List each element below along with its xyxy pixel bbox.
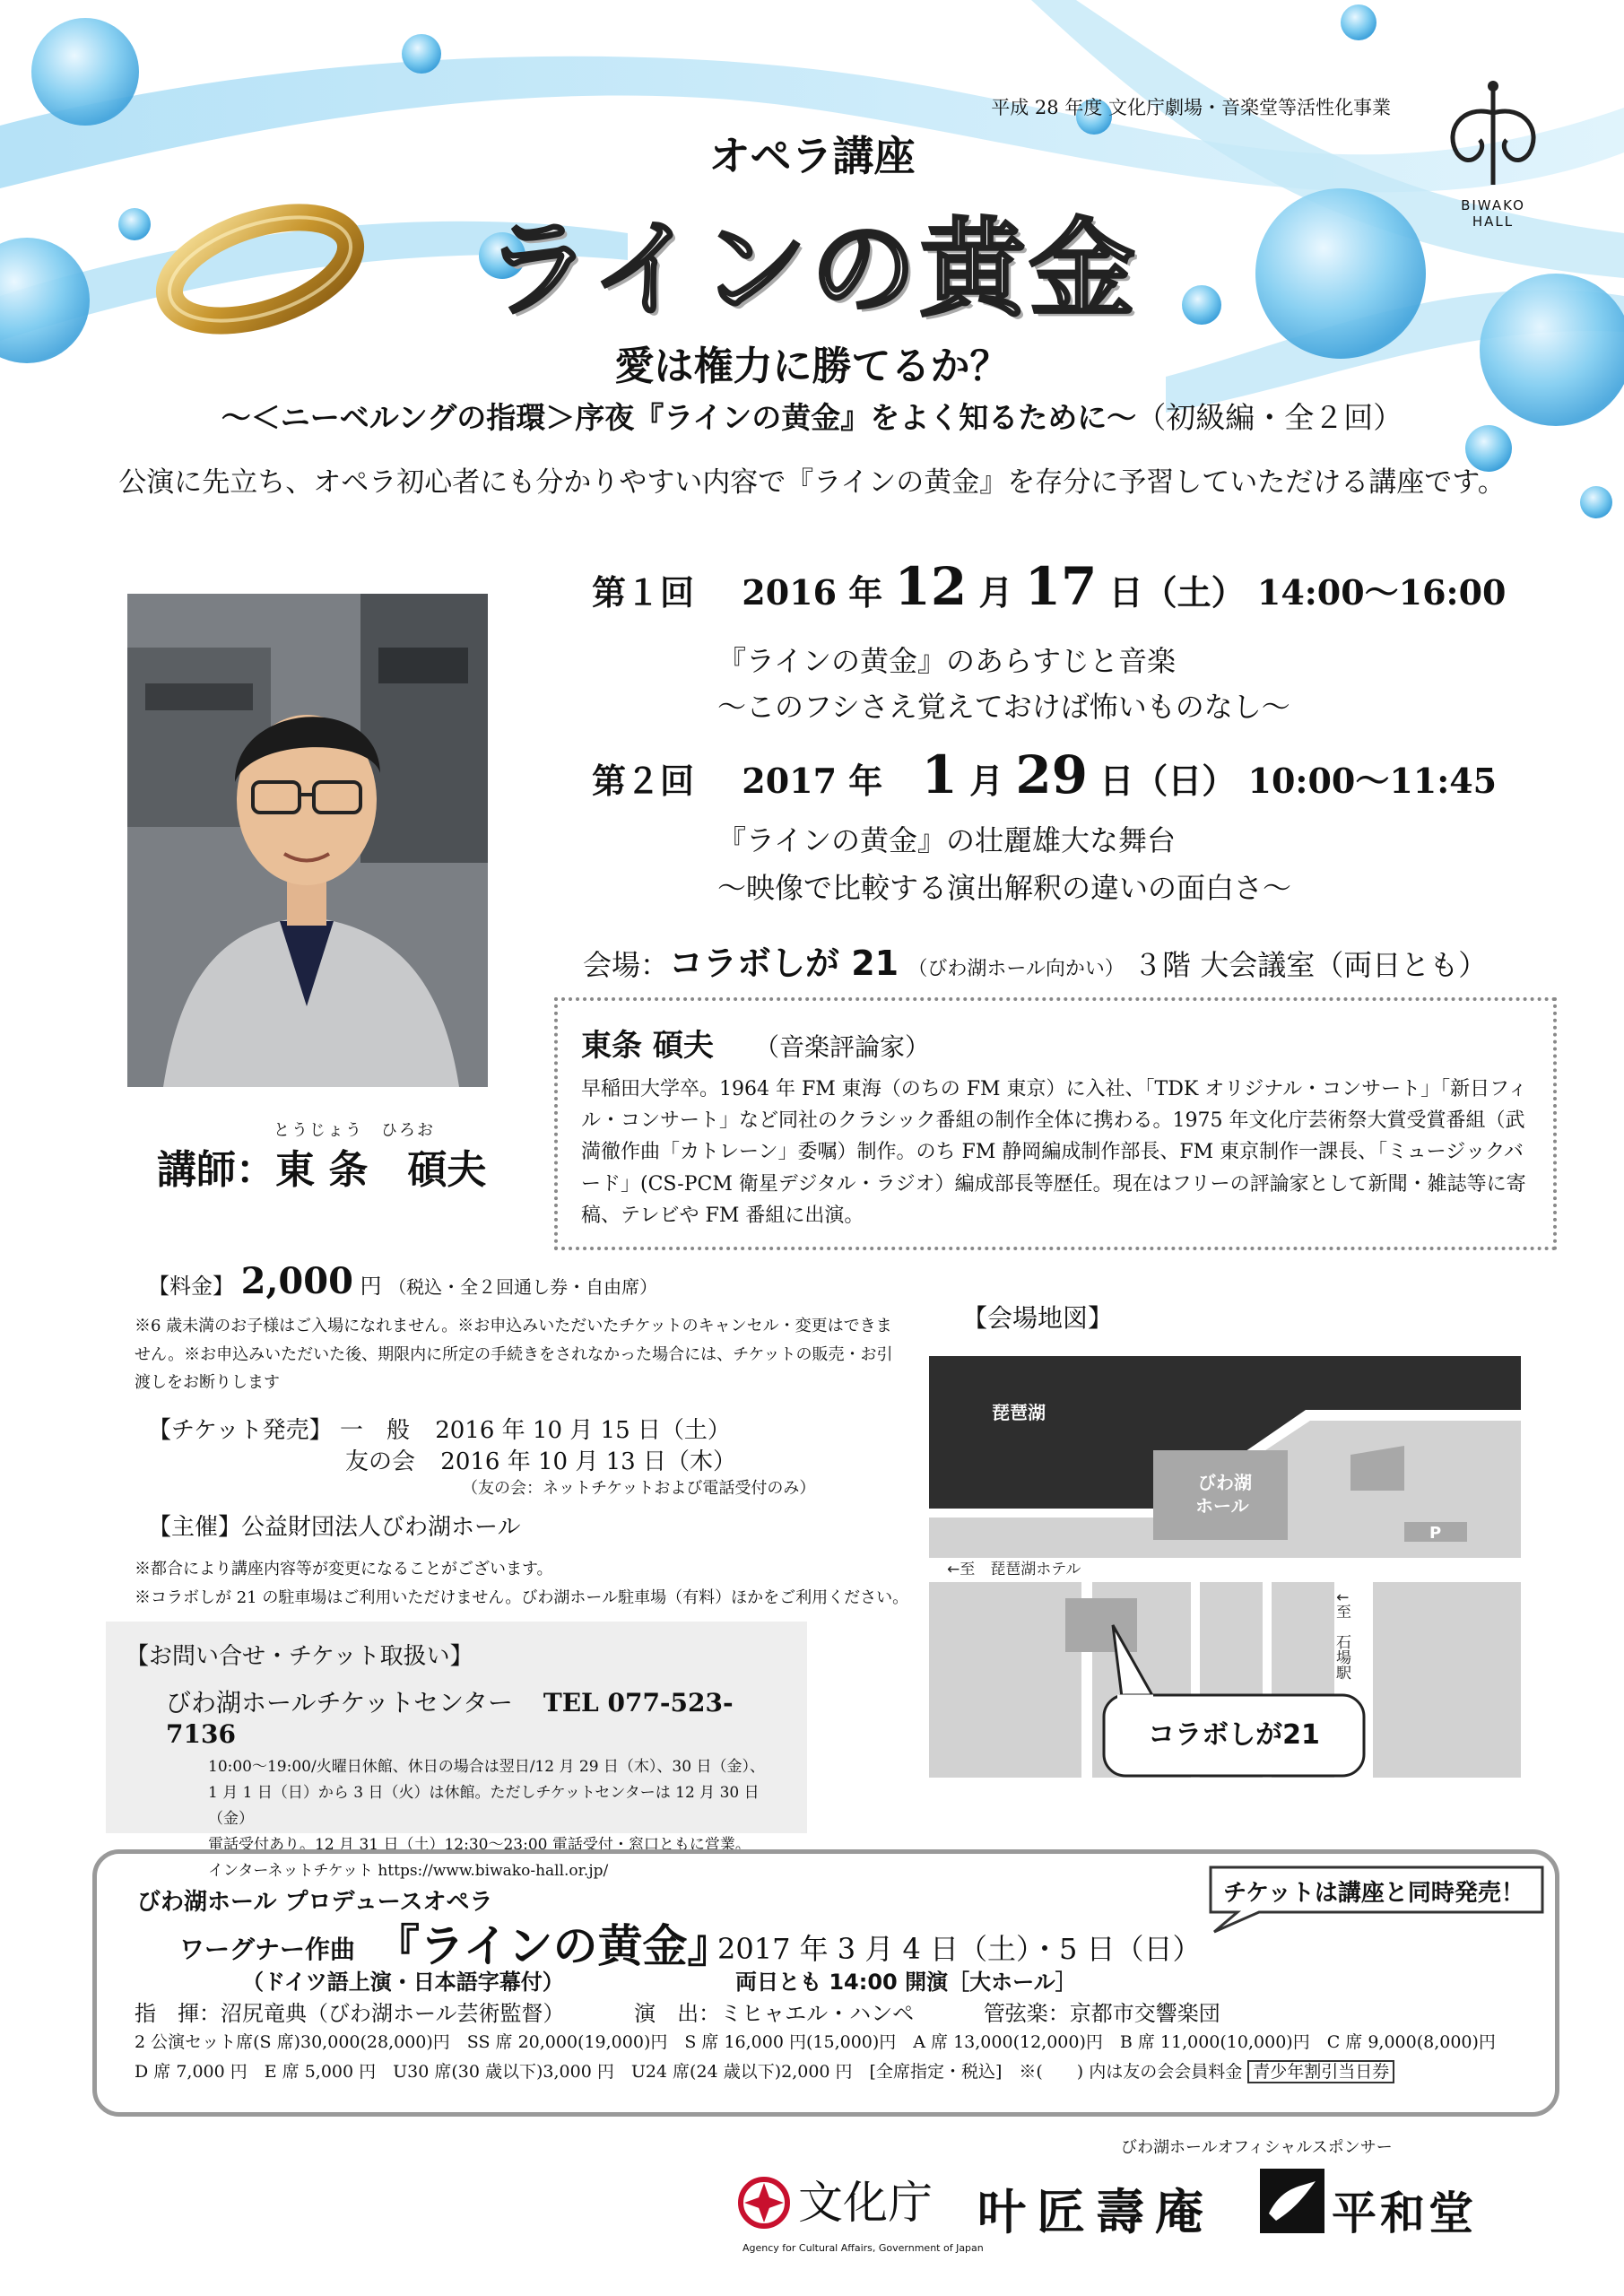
opera-conductor: 指 揮：沼尻竜典（びわ湖ホール芸術監督） bbox=[135, 2001, 565, 2026]
map-station-label: ↓至 石場駅 bbox=[1333, 1591, 1350, 1681]
opera-director: 演 出：ミヒャエル・ハンペ bbox=[634, 2001, 915, 2026]
map-hall-label-1: びわ湖 bbox=[1198, 1472, 1252, 1493]
lecturer-name-text: 東 条 碩夫 bbox=[275, 1147, 487, 1193]
venue-label: 会場： bbox=[583, 948, 670, 982]
map-venue-label: コラボしが21 bbox=[1148, 1719, 1320, 1751]
session-2-day-unit: 日（日） bbox=[1099, 761, 1237, 801]
opera-language: （ドイツ語上演・日本語字幕付） bbox=[242, 1970, 564, 1995]
opera-prices-1: 2 公演セット席(S 席)30,000(28,000)円 SS 席 20,000(19,000)円 S 席 16,000 円(15,000)円 A 席 13,000(12,000)円 B 席 11,000(10,000)円 C 席 9,000(8,000)円 bbox=[135, 2032, 1496, 2052]
callout-text: チケットは講座と同時発売！ bbox=[1223, 1880, 1524, 1907]
ticket-member-label: 友の会 bbox=[345, 1448, 416, 1476]
biwako-hall-logo-text: BIWAKO HALL bbox=[1461, 197, 1525, 230]
session-1-day-unit: 日（土） bbox=[1108, 572, 1246, 613]
ticket-sales-label: 【チケット発売】 bbox=[148, 1417, 333, 1444]
organizer-label: 【主催】 bbox=[148, 1514, 242, 1541]
youth-discount-badge: 青少年割引当日券 bbox=[1247, 2060, 1394, 2083]
map-label: 【会場地図】 bbox=[962, 1303, 1114, 1333]
intro-text: 公演に先立ち、オペラ初心者にも分かりやすい内容で『ラインの黄金』を存分に予習していただける講座です。 bbox=[118, 466, 1506, 499]
lecturer-name bbox=[157, 1137, 486, 1195]
ticket-center-name: びわ湖ホールチケットセンター bbox=[166, 1688, 513, 1718]
contact-main bbox=[126, 1683, 787, 1749]
session-2-month: 1 bbox=[921, 744, 958, 805]
session-2-desc-2: ～映像で比較する演出解釈の違いの面白さ～ bbox=[717, 871, 1292, 905]
venue-map bbox=[929, 1356, 1521, 1778]
session-2-day: 29 bbox=[1015, 744, 1089, 805]
bio-text: 早稲田大学卒。1964 年 FM 東海（のちの FM 東京）に入社、「TDK オリジナル・コンサート」「新日フィル・コンサート」など同社のクラシック番組の制作全体に携わる。1975 年文化庁芸術祭大賞受賞番組（武満徹作曲「カトレーン」委嘱）制作。のち FM 静岡編成制作部長、FM 東京制作一課長、「ミュージックバード」(CS-PCM 衛星デジタル・ラジオ）編成部長等歴任。現在はフリーの評論家として新聞・雑誌等に寄稿、テレビや FM 番組に出演。 bbox=[581, 1078, 1528, 1227]
fee-unit: 円 bbox=[360, 1274, 382, 1299]
session-1-desc-2: ～このフシさえ覚えておけば怖いものなし～ bbox=[717, 690, 1290, 724]
sponsor-heiwado: 平和堂 bbox=[1332, 2187, 1477, 2239]
contact-detail-line: 10:00～19:00/火曜日休館、休日の場合は翌日/12 月 29 日（木）、30 日（金）、 bbox=[208, 1758, 765, 1776]
session-1-desc-1: 『ラインの黄金』のあらすじと音楽 bbox=[717, 644, 1177, 678]
venue-line bbox=[583, 935, 1487, 985]
fee-amount: 2,000 bbox=[240, 1260, 353, 1302]
venue-name: コラボしが 21 bbox=[669, 944, 899, 983]
opera-prices-2 bbox=[135, 2058, 1394, 2083]
map-lake-label: 琵琶湖 bbox=[992, 1402, 1046, 1423]
subtitle-main: ～＜ニーベルングの指環＞序夜『ラインの黄金』をよく知るために～ bbox=[221, 400, 1137, 435]
venue-room: ３階 大会議室（両日とも） bbox=[1133, 948, 1488, 982]
session-1-time: 14:00～16:00 bbox=[1256, 572, 1507, 613]
note-item: ※コラボしが 21 の駐車場はご利用いただけません。びわ湖ホール駐車場（有料）ほかをご利用ください。 bbox=[135, 1587, 909, 1607]
session-2-time: 10:00～11:45 bbox=[1247, 761, 1498, 801]
opera-composer: ワーグナー作曲 bbox=[179, 1935, 356, 1964]
fee-line bbox=[148, 1260, 657, 1302]
bio-role: （音楽評論家） bbox=[753, 1032, 930, 1062]
fee-detail: （税込・全２回通し券・自由席） bbox=[388, 1276, 658, 1298]
opera-date: 2017 年 3 月 4 日（土）・5 日（日） bbox=[717, 1932, 1202, 1966]
ticket-general-date: 2016 年 10 月 15 日（土） bbox=[435, 1417, 731, 1444]
sponsor-label: びわ湖ホールオフィシャルスポンサー bbox=[1121, 2138, 1393, 2157]
session-2-heading bbox=[592, 744, 1497, 805]
bunka-english: Agency for Cultural Affairs, Government of Japan bbox=[743, 2242, 984, 2254]
organizer-name: 公益財団法人びわ湖ホール bbox=[241, 1514, 521, 1541]
heiwado-logo-icon bbox=[1260, 2169, 1324, 2233]
program-credit: 平成 28 年度 文化庁劇場・音楽堂等活性化事業 bbox=[991, 97, 1391, 118]
contact-heading: 【お問い合せ・チケット取扱い】 bbox=[126, 1643, 473, 1670]
session-1-year: 2016 年 bbox=[742, 572, 883, 613]
lecturer-label: 講師： bbox=[157, 1147, 275, 1193]
opera-heading: びわ湖ホール プロデュースオペラ bbox=[137, 1889, 493, 1916]
session-1-day: 17 bbox=[1024, 556, 1098, 617]
opera-prices-2-text: D 席 7,000 円 E 席 5,000 円 U30 席(30 歳以下)3,000 円 U24 席(24 歳以下)2,000 円 [全席指定・税込] ※( ) 内は友の会会員料金 bbox=[135, 2062, 1243, 2082]
session-2-year: 2017 年 bbox=[742, 761, 883, 801]
session-1-heading bbox=[592, 556, 1506, 617]
map-venue-block bbox=[1065, 1598, 1137, 1652]
ticket-member-date: 2016 年 10 月 13 日（木） bbox=[440, 1448, 736, 1476]
page-title: ラインの黄金 bbox=[485, 207, 1139, 331]
session-1-month: 12 bbox=[894, 556, 968, 617]
opera-time: 両日とも 14:00 開演［大ホール］ bbox=[735, 1970, 1077, 1995]
lecturer-bio-box bbox=[554, 997, 1557, 1250]
bunka-logo-icon bbox=[737, 2176, 791, 2230]
map-hall-label-2: ホール bbox=[1195, 1495, 1249, 1517]
subtitle-level: （初級編・全２回） bbox=[1136, 400, 1403, 435]
contact-detail-line: 1 月 1 日（日）から 3 日（火）は休館。ただしチケットセンターは 12 月 30 日（金） bbox=[208, 1783, 760, 1828]
ticket-center-tel[interactable]: TEL 077-523-7136 bbox=[166, 1688, 734, 1749]
opera-orchestra: 管弦楽：京都市交響楽団 bbox=[983, 2001, 1220, 2026]
contact-detail-line[interactable]: インターネットチケット https://www.biwako-hall.or.jp/ bbox=[208, 1861, 609, 1880]
ticket-member-note: （友の会：ネットチケットおよび電話受付のみ） bbox=[462, 1479, 816, 1499]
contact-detail-line: 電話受付あり。12 月 31 日（土）12:30～23:00 電話受付・窓口ともに営業。 bbox=[208, 1835, 751, 1854]
sponsor-kanou: 叶匠壽庵 bbox=[977, 2183, 1214, 2240]
session-2-no: 第２回 bbox=[592, 761, 695, 801]
session-2-desc-1: 『ラインの黄金』の壮麗雄大な舞台 bbox=[717, 823, 1177, 857]
ticket-general-label: 一 般 bbox=[339, 1417, 410, 1444]
opera-title: 『ラインの黄金』 bbox=[375, 1920, 733, 1972]
bunka-name: 文化庁 bbox=[798, 2177, 933, 2229]
session-1-month-unit: 月 bbox=[978, 572, 1013, 613]
subtitle bbox=[0, 395, 1624, 437]
fee-note: ※6 歳未満のお子様はご入場になれません。※お申込みいただいたチケットのキャンセル・変更はできません。※お申込みいただいた後、期限内に所定の手続きをされなかった場合には、チケットの販売・お引渡しをお断りします bbox=[135, 1317, 893, 1392]
contact-box bbox=[106, 1622, 807, 1880]
ticket-sales bbox=[148, 1415, 815, 1500]
bio-name: 東条 碩夫 bbox=[581, 1028, 714, 1064]
note-item: ※都合により講座内容等が変更になることがございます。 bbox=[135, 1560, 553, 1578]
opera-credits bbox=[135, 1996, 1283, 2027]
organizer bbox=[148, 1509, 521, 1542]
map-hotel-label: ←至 琵琶湖ホテル bbox=[947, 1561, 1081, 1578]
notes bbox=[135, 1555, 908, 1612]
lecturer-photo bbox=[127, 594, 488, 1087]
lecturer-name-ruby: とうじょう ひろお bbox=[274, 1121, 435, 1140]
map-parking-label: P bbox=[1429, 1524, 1442, 1543]
fee-label: 【料金】 bbox=[148, 1274, 234, 1299]
venue-note: （びわ湖ホール向かい） bbox=[908, 958, 1125, 980]
session-2-month-unit: 月 bbox=[969, 761, 1004, 801]
session-1-no: 第１回 bbox=[592, 572, 695, 613]
series-label: オペラ講座 bbox=[708, 132, 916, 180]
tagline: 愛は権力に勝てるか？ bbox=[614, 344, 1010, 389]
